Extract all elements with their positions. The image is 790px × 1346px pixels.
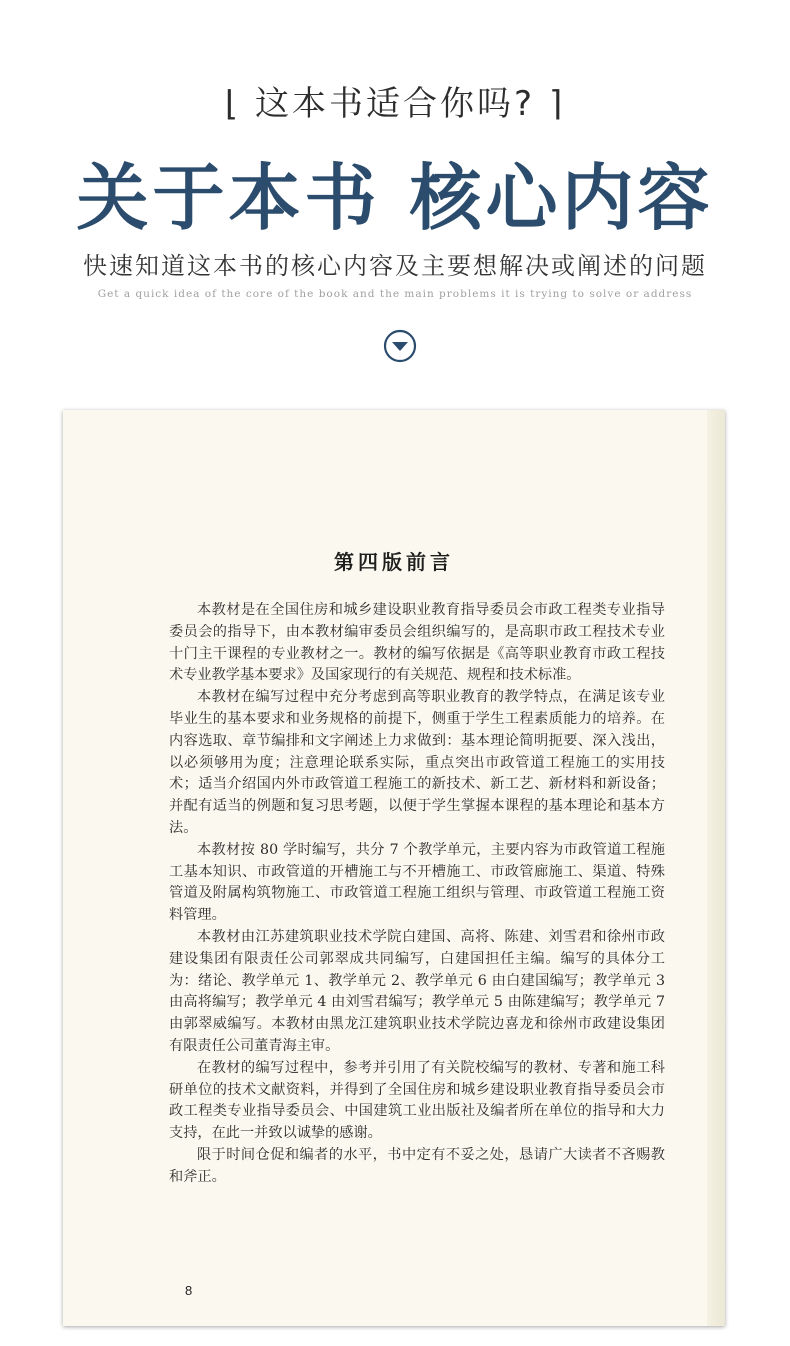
paragraph: 本教材是在全国住房和城乡建设职业教育指导委员会市政工程类专业指导委员会的指导下，由本教材编审委员会组织编写的，是高职市政工程技术专业十门主干课程的专业教材之一。教材的编写依据是《高等职业教育市政工程技术专业教学基本要求》及国家现行的有关规范、规程和技术标准。: [169, 602, 665, 684]
header-section: [0, 0, 790, 400]
book-page-image: [63, 410, 725, 1326]
paragraph: 本教材按 80 学时编写，共分 7 个教学单元，主要内容为市政管道工程施工基本知识、市政管道的开槽施工与不开槽施工、市政管廊施工、渠道、特殊管道及附属构筑物施工、市政管道工程施工组织与管理、市政管道工程施工资料管理。: [169, 841, 665, 924]
preface-title: 第四版前言: [334, 550, 454, 574]
paragraph: 在教材的编写过程中，参考并引用了有关院校编写的教材、专著和施工科研单位的技术文献资料，并得到了全国住房和城乡建设职业教育指导委员会市政工程类专业指导委员会、中国建筑工业出版社及编者所在单位的指导和大力支持，在此一并致以诚挚的感谢。: [169, 1059, 665, 1142]
chinese-description: 快速知道这本书的核心内容及主要想解决或阐述的问题: [83, 252, 707, 280]
page-number: 8: [185, 1283, 193, 1298]
preface-body: [169, 600, 665, 1189]
paragraph: 本教材在编写过程中充分考虑到高等职业教育的教学特点，在满足该专业毕业生的基本要求和业务规格的前提下，侧重于学生工程素质能力的培养。在内容选取、章节编排和文字阐述上力求做到：基本理论简明扼要、深入浅出，以必须够用为度；注意理论联系实际，重点突出市政管道工程施工的实用技术；适当介绍国内外市政管道工程施工的新技术、新工艺、新材料和新设备；并配有适当的例题和复习思考题，以便于学生掌握本课程的基本理论和基本方法。: [169, 689, 665, 836]
english-description: Get a quick idea of the core of the book and the main problems it is trying to solve or address: [97, 288, 693, 300]
chevron-down-circle-icon: [383, 329, 417, 363]
section-title: 关于本书 核心内容: [76, 155, 714, 240]
paragraph: 限于时间仓促和编者的水平，书中定有不妥之处，恳请广大读者不吝赐教和斧正。: [169, 1146, 665, 1185]
section-subtitle: ⌊ 这本书适合你吗? ⌉: [224, 84, 566, 124]
paragraph: 本教材由江苏建筑职业技术学院白建国、高将、陈建、刘雪君和徐州市政建设集团有限责任公司郭翠成共同编写，白建国担任主编。编写的具体分工为：绪论、教学单元 1、教学单元 2、教学单元 6 由白建国编写；教学单元 3 由高将编写；教学单元 4 由刘雪君编写；教学单元 5 由陈建编写；教学单元 7 由郭翠威编写。本教材由黑龙江建筑职业技术学院边喜龙和徐州市政建设集团有限责任公司董青海主审。: [169, 928, 665, 1054]
